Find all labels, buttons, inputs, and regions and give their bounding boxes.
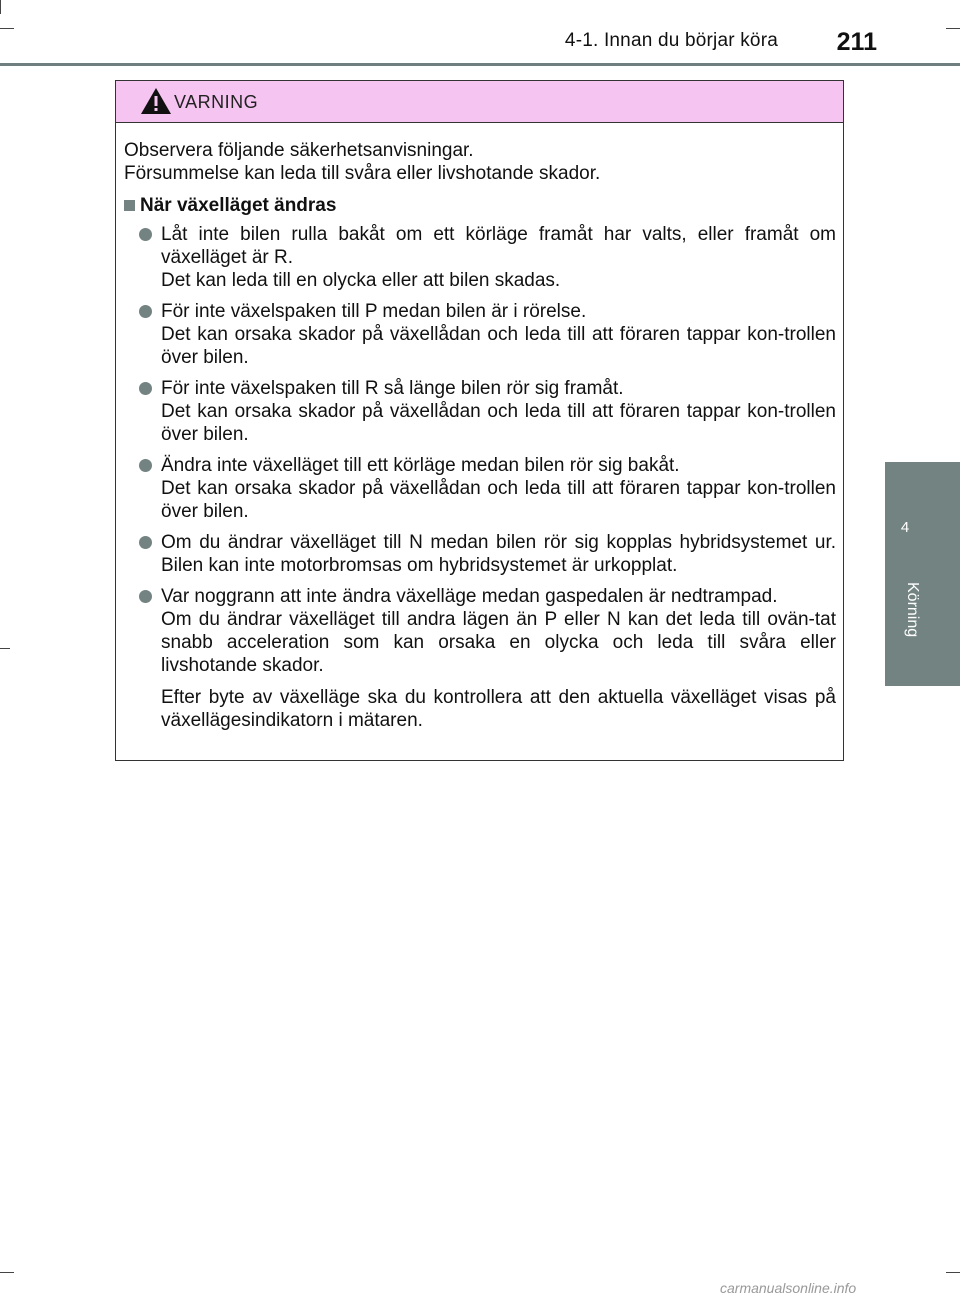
crop-mark [0,0,1,14]
item-text: Var noggrann att inte ändra växelläge medan gaspedalen är nedtrampad. [161,586,778,607]
item-text: Låt inte bilen rulla bakåt om ett körläge framåt har valts, eller framåt om växelläget är R. [161,224,836,268]
item-text: För inte växelspaken till P medan bilen är i rörelse. [161,301,587,322]
warning-label: VARNING [174,92,259,112]
list-item [139,585,836,732]
bullet-icon [139,382,152,395]
bullet-icon [139,536,152,549]
warning-header [116,81,843,123]
crop-mark [0,1272,14,1273]
item-consequence: Det kan orsaka skador på växellådan och leda till att föraren tappar kon-trollen över bilen. [161,401,836,445]
section-heading [124,194,836,217]
warning-box [115,80,844,761]
watermark: carmanualsonline.info [720,1280,857,1296]
bullet-icon [139,228,152,241]
warning-triangle-icon [140,87,172,115]
list-item [139,531,836,577]
chapter-label: Körning [904,582,921,638]
bullet-icon [139,305,152,318]
section-title: 4-1. Innan du börjar köra [564,30,778,51]
item-consequence: Det kan orsaka skador på växellådan och leda till att föraren tappar kon-trollen över bilen. [161,478,836,522]
crop-mark [946,1272,960,1273]
header-rule [0,63,960,66]
item-consequence: Det kan orsaka skador på växellådan och leda till att föraren tappar kon-trollen över bilen. [161,324,836,368]
intro-line: Försummelse kan leda till svåra eller livshotande skador. [124,163,601,184]
crop-mark [0,28,14,29]
item-consequence: Det kan leda till en olycka eller att bilen skadas. [161,270,561,291]
item-consequence: Om du ändrar växelläget till andra lägen än P eller N kan det leda till ovän-tat snabb acceleration som kan orsaka en olycka och leda till svåra eller livshotande skador. [161,609,836,676]
square-bullet-icon [124,200,135,211]
crop-mark [0,648,10,649]
bullet-icon [139,459,152,472]
list-item [139,454,836,523]
list-item [139,377,836,446]
item-text: Ändra inte växelläget till ett körläge medan bilen rör sig bakåt. [161,455,680,476]
item-note: Efter byte av växelläge ska du kontrollera att den aktuella växelläget visas på växellägesindikatorn i mätaren. [161,687,836,731]
section-heading-text: När växelläget ändras [140,195,337,216]
intro-line: Observera följande säkerhetsanvisningar. [124,140,474,161]
list-item [139,223,836,292]
bullet-icon [139,590,152,603]
warning-intro [124,139,836,185]
warning-body [116,123,843,732]
chapter-number: 4 [900,519,910,536]
crop-mark [946,28,960,29]
item-text: Om du ändrar växelläget till N medan bilen rör sig kopplas hybridsystemet ur. Bilen kan inte motorbromsas om hybridsystemet är urkopplat. [161,532,836,576]
chapter-tab[interactable] [885,462,960,686]
page-number: 211 [836,28,877,56]
item-text: För inte växelspaken till R så länge bilen rör sig framåt. [161,378,624,399]
list-item [139,300,836,369]
